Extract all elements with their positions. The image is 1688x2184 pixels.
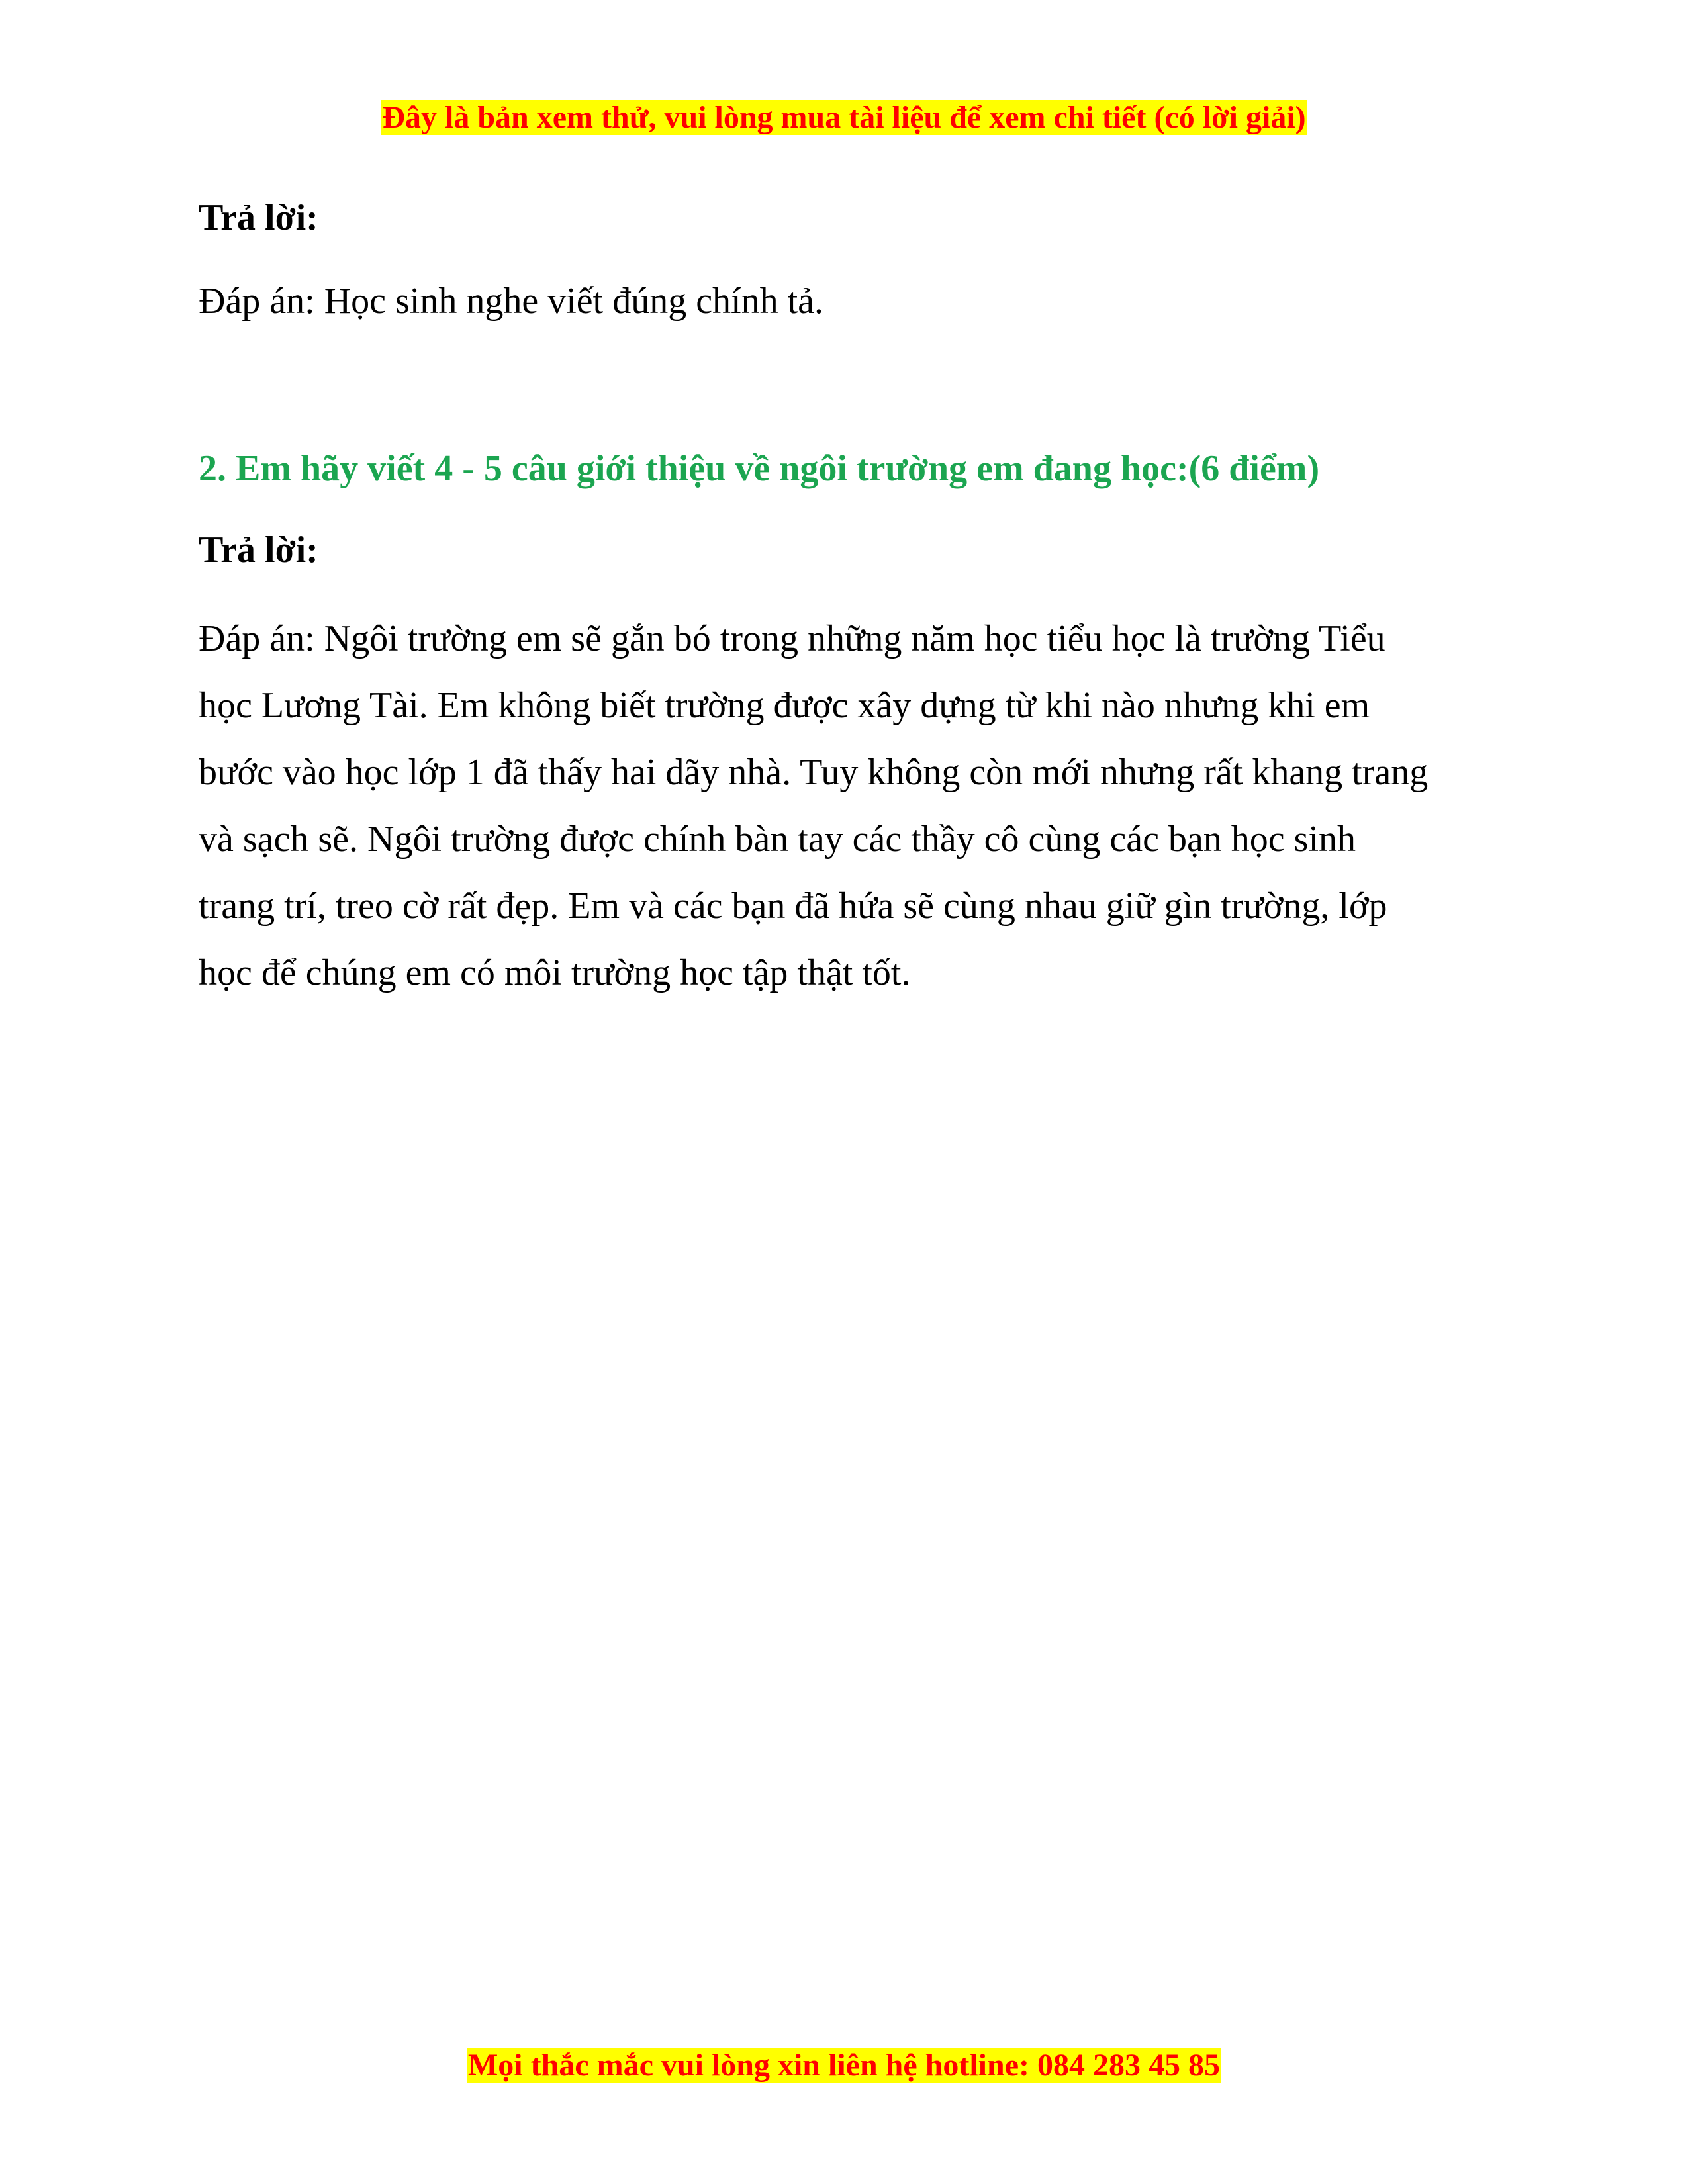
answer-text-1: Đáp án: Học sinh nghe viết đúng chính tả. [199, 281, 824, 322]
answer-line: Đáp án: Ngôi trường em sẽ gắn bó trong những năm học tiểu học là trường Tiểu [199, 618, 1385, 659]
preview-notice-banner [0, 98, 1688, 138]
answer-paragraph-2 [199, 606, 1496, 1007]
answer-line: trang trí, treo cờ rất đẹp. Em và các bạn đã hứa sẽ cùng nhau giữ gìn trường, lớp [199, 886, 1387, 927]
preview-notice-text: Đây là bản xem thử, vui lòng mua tài liệu để xem chi tiết (có lời giải) [382, 100, 1306, 135]
question-2-heading: 2. Em hãy viết 4 - 5 câu giới thiệu về ngôi trường em đang học:(6 điểm) [199, 448, 1320, 489]
answer-line: bước vào học lớp 1 đã thấy hai dãy nhà. Tuy không còn mới nhưng rất khang trang [199, 752, 1429, 793]
answer-label-2: Trả lời: [199, 529, 318, 570]
answer-line: và sạch sẽ. Ngôi trường được chính bàn tay các thầy cô cùng các bạn học sinh [199, 819, 1356, 860]
hotline-notice-banner [0, 2046, 1688, 2085]
hotline-notice-text: Mọi thắc mắc vui lòng xin liên hệ hotline: 084 283 45 85 [467, 2048, 1220, 2083]
answer-label-1: Trả lời: [199, 197, 318, 238]
answer-line: học Lương Tài. Em không biết trường được xây dựng từ khi nào nhưng khi em [199, 685, 1370, 726]
document-body [199, 192, 1496, 1007]
answer-line: học để chúng em có môi trường học tập thật tốt. [199, 952, 911, 993]
